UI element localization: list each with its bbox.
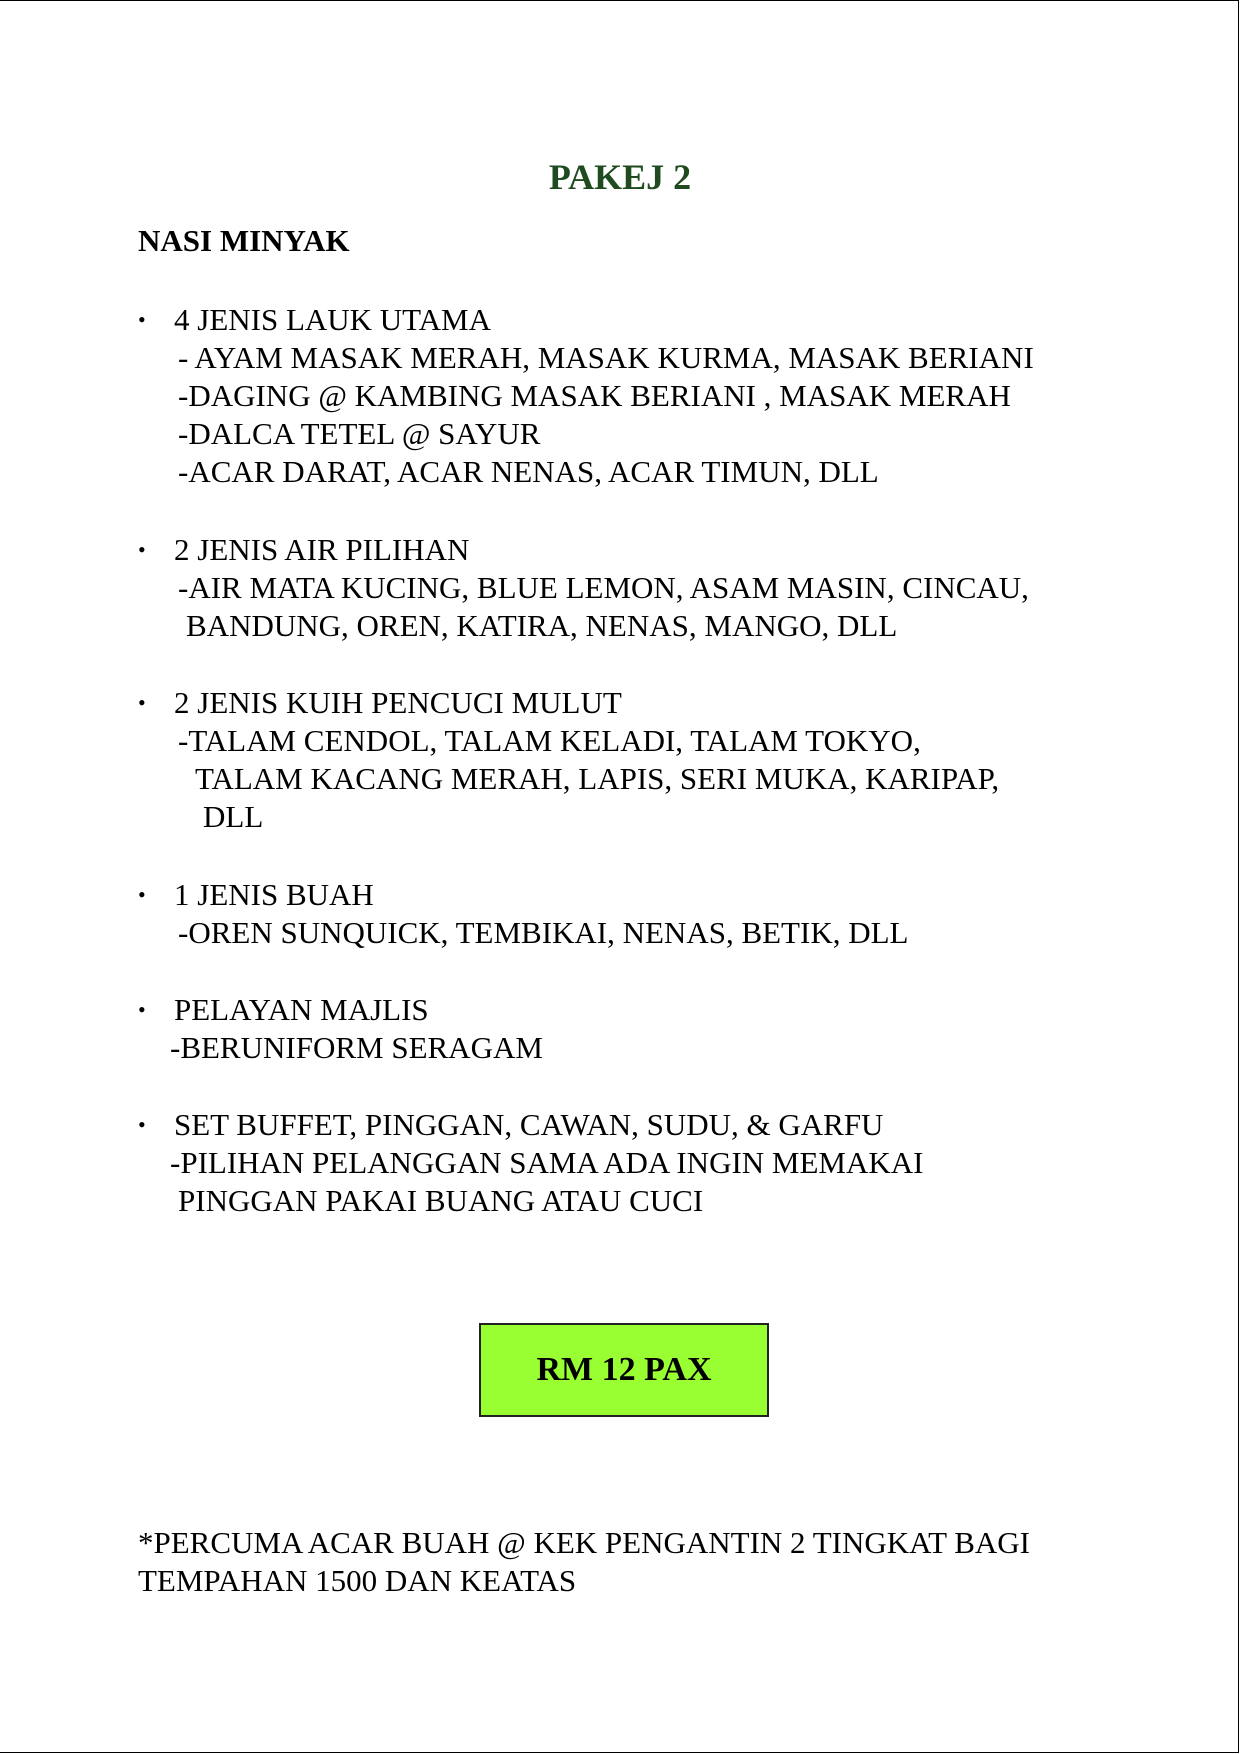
bullet-icon: • bbox=[138, 537, 146, 562]
section-heading: PELAYAN MAJLIS bbox=[174, 992, 429, 1027]
section-line: PINGGAN PAKAI BUANG ATAU CUCI bbox=[178, 1183, 704, 1218]
bullet-icon: • bbox=[138, 690, 146, 715]
section-line: -AIR MATA KUCING, BLUE LEMON, ASAM MASIN, CINCAU, bbox=[178, 570, 1029, 605]
package-subtitle: NASI MINYAK bbox=[138, 223, 350, 258]
bullet-icon: • bbox=[138, 1112, 146, 1137]
bullet-icon: • bbox=[138, 882, 146, 907]
section-line: -OREN SUNQUICK, TEMBIKAI, NENAS, BETIK, DLL bbox=[178, 915, 909, 950]
section-heading: 1 JENIS BUAH bbox=[174, 877, 374, 912]
section-heading: SET BUFFET, PINGGAN, CAWAN, SUDU, & GARFU bbox=[174, 1107, 884, 1142]
bullet-icon: • bbox=[138, 997, 146, 1022]
section-line: -BERUNIFORM SERAGAM bbox=[170, 1030, 543, 1065]
price-box bbox=[479, 1323, 769, 1417]
section-line: -DAGING @ KAMBING MASAK BERIANI , MASAK MERAH bbox=[178, 378, 1011, 413]
section-line: -PILIHAN PELANGGAN SAMA ADA INGIN MEMAKAI bbox=[170, 1145, 924, 1180]
section-line: -ACAR DARAT, ACAR NENAS, ACAR TIMUN, DLL bbox=[178, 454, 879, 489]
section-heading: 2 JENIS AIR PILIHAN bbox=[174, 532, 470, 567]
section-line: - AYAM MASAK MERAH, MASAK KURMA, MASAK BERIANI bbox=[178, 340, 1034, 375]
bullet-icon: • bbox=[138, 307, 146, 332]
page-title: PAKEJ 2 bbox=[548, 157, 692, 197]
promo-note-line: TEMPAHAN 1500 DAN KEATAS bbox=[138, 1563, 577, 1598]
section-line: -DALCA TETEL @ SAYUR bbox=[178, 416, 541, 451]
price-label: RM 12 PAX bbox=[536, 1351, 712, 1388]
section-line: BANDUNG, OREN, KATIRA, NENAS, MANGO, DLL bbox=[186, 608, 898, 643]
promo-note-line: *PERCUMA ACAR BUAH @ KEK PENGANTIN 2 TINGKAT BAGI bbox=[138, 1525, 1031, 1560]
section-heading: 4 JENIS LAUK UTAMA bbox=[174, 302, 491, 337]
section-line: TALAM KACANG MERAH, LAPIS, SERI MUKA, KARIPAP, bbox=[195, 761, 1000, 796]
section-line: -TALAM CENDOL, TALAM KELADI, TALAM TOKYO, bbox=[178, 723, 921, 758]
section-heading: 2 JENIS KUIH PENCUCI MULUT bbox=[174, 685, 622, 720]
section-line: DLL bbox=[203, 799, 264, 834]
